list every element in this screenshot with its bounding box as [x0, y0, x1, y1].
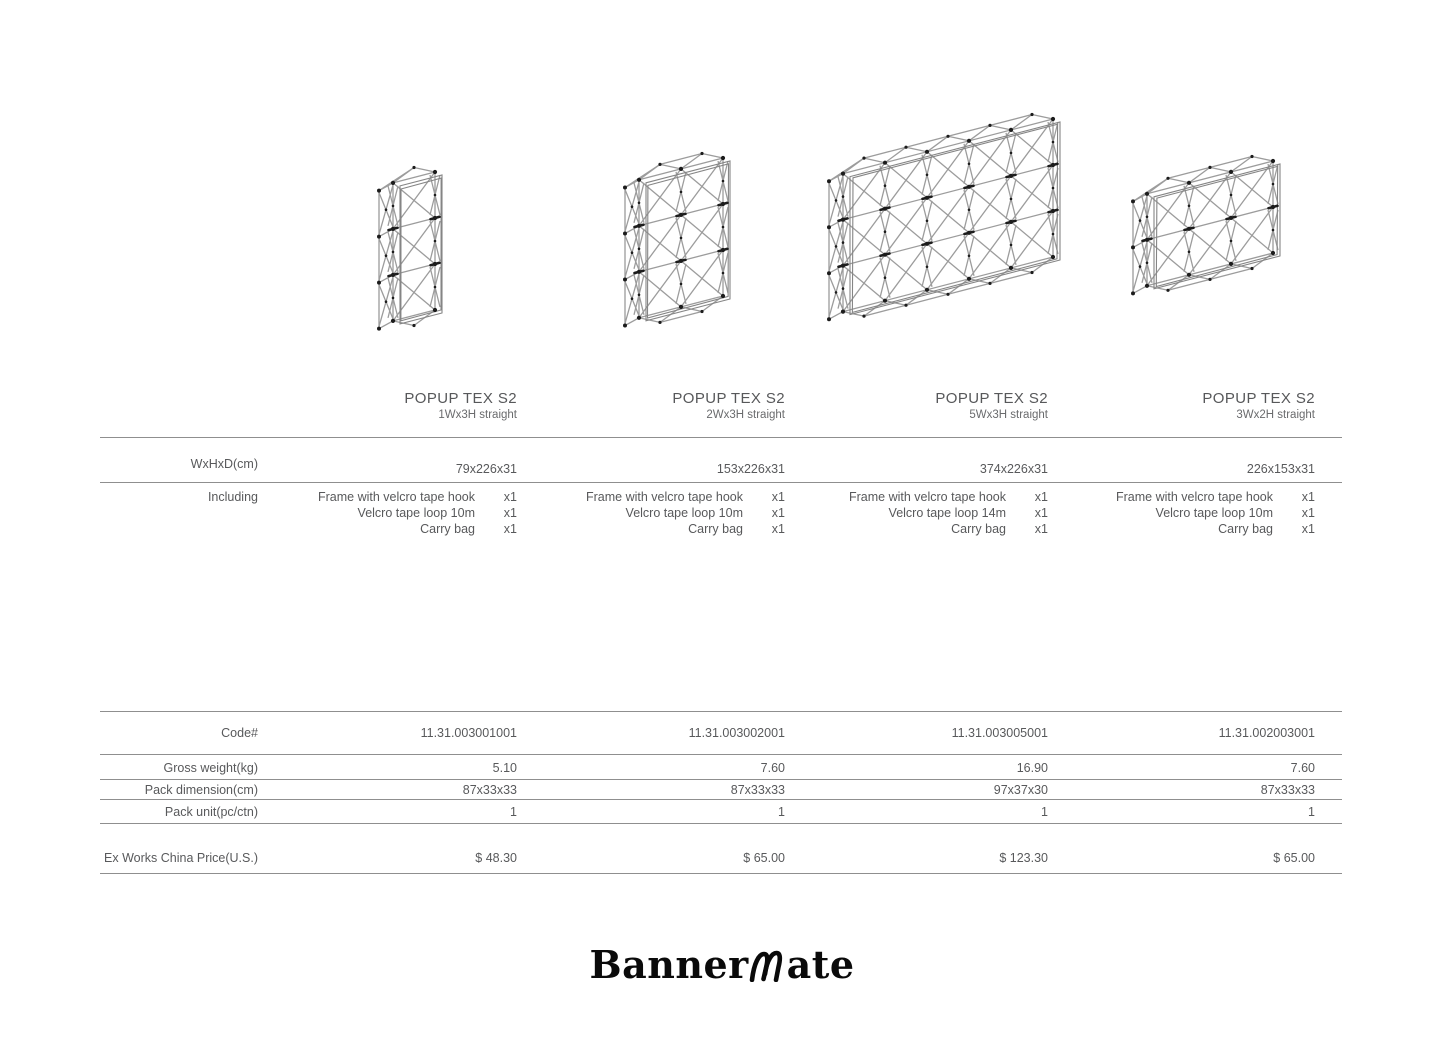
product-subtitle: 3Wx2H straight: [1236, 409, 1315, 421]
item-qty: x1: [503, 522, 517, 536]
divider-rule: [100, 754, 1342, 755]
item-name: Velcro tape loop 10m: [625, 506, 743, 520]
dimensions-value: 153x226x31: [716, 462, 785, 476]
product-title-block: [1035, 391, 1315, 422]
item-name: Carry bag: [951, 522, 1006, 536]
pack-unit-value: 1: [778, 805, 785, 819]
row-label-pack-unit: Pack unit(pc/ctn): [164, 805, 258, 819]
item-qty: x1: [1034, 506, 1048, 520]
including-item-row: [505, 505, 785, 521]
item-qty: x1: [771, 490, 785, 504]
row-label-pack-dimension: Pack dimension(cm): [144, 783, 258, 797]
item-name: Frame with velcro tape hook: [317, 490, 475, 504]
product-title-block: [768, 391, 1048, 422]
item-qty: x1: [1301, 490, 1315, 504]
dimensions-value: 374x226x31: [979, 462, 1048, 476]
divider-rule: [100, 482, 1342, 483]
including-item-row: [768, 505, 1048, 521]
pack-unit-value: 1: [1308, 805, 1315, 819]
pack-dimension-value: 87x33x33: [462, 783, 517, 797]
frame-drawing-2wx3h: [620, 146, 735, 349]
divider-rule: [100, 779, 1342, 780]
dimensions-value: 226x153x31: [1246, 462, 1315, 476]
row-label-dimensions: WxHxD(cm): [190, 457, 258, 471]
including-item-row: [768, 521, 1048, 537]
pack-unit-value: 1: [510, 805, 517, 819]
including-item-row: [1035, 521, 1315, 537]
divider-rule: [100, 799, 1342, 800]
item-name: Velcro tape loop 10m: [1155, 506, 1273, 520]
row-label-price: Ex Works China Price(U.S.): [104, 851, 258, 865]
pack-dimension-value: 87x33x33: [1260, 783, 1315, 797]
frame-drawing-5wx3h: [824, 107, 1065, 343]
divider-rule: [100, 873, 1342, 874]
frame-drawing-1wx3h: [374, 160, 447, 353]
product-subtitle: 1Wx3H straight: [438, 409, 517, 421]
pack-dimension-value: 87x33x33: [730, 783, 785, 797]
price-value: $ 123.30: [999, 851, 1048, 865]
product-subtitle: 5Wx3H straight: [969, 409, 1048, 421]
including-item-row: [1035, 505, 1315, 521]
including-item-row: [237, 505, 517, 521]
item-qty: x1: [503, 490, 517, 504]
item-qty: x1: [771, 522, 785, 536]
code-value: 11.31.003002001: [688, 726, 785, 740]
gross-weight-value: 5.10: [492, 761, 517, 775]
divider-rule: [100, 437, 1342, 438]
code-value: 11.31.003001001: [420, 726, 517, 740]
including-item-row: [237, 521, 517, 537]
item-qty: x1: [1034, 490, 1048, 504]
product-title: POPUP TEX S2: [935, 390, 1048, 407]
including-item-row: [237, 489, 517, 505]
brand-logo: [522, 942, 922, 988]
price-value: $ 65.00: [743, 851, 785, 865]
logo-text-suffix: ate: [786, 942, 855, 987]
item-name: Frame with velcro tape hook: [585, 490, 743, 504]
product-subtitle: 2Wx3H straight: [706, 409, 785, 421]
divider-rule: [100, 711, 1342, 712]
including-item-row: [505, 521, 785, 537]
item-qty: x1: [1301, 506, 1315, 520]
including-list: [505, 489, 785, 537]
item-name: Velcro tape loop 14m: [888, 506, 1006, 520]
item-name: Carry bag: [420, 522, 475, 536]
row-label-code: Code#: [221, 726, 258, 740]
product-title: POPUP TEX S2: [672, 390, 785, 407]
item-name: Velcro tape loop 10m: [357, 506, 475, 520]
item-qty: x1: [503, 506, 517, 520]
price-value: $ 65.00: [1273, 851, 1315, 865]
product-title: POPUP TEX S2: [1202, 390, 1315, 407]
item-name: Carry bag: [688, 522, 743, 536]
including-item-row: [1035, 489, 1315, 505]
product-title-block: [505, 391, 785, 422]
product-title-block: [237, 391, 517, 422]
item-name: Frame with velcro tape hook: [1115, 490, 1273, 504]
item-qty: x1: [771, 506, 785, 520]
item-name: Frame with velcro tape hook: [848, 490, 1006, 504]
including-list: [1035, 489, 1315, 537]
dimensions-value: 79x226x31: [455, 462, 517, 476]
including-item-row: [768, 489, 1048, 505]
including-item-row: [505, 489, 785, 505]
item-qty: x1: [1301, 522, 1315, 536]
product-title: POPUP TEX S2: [404, 390, 517, 407]
row-label-including: Including: [207, 490, 258, 504]
price-value: $ 48.30: [475, 851, 517, 865]
code-value: 11.31.002003001: [1218, 726, 1315, 740]
code-value: 11.31.003005001: [951, 726, 1048, 740]
including-list: [237, 489, 517, 537]
pack-unit-value: 1: [1041, 805, 1048, 819]
gross-weight-value: 7.60: [760, 761, 785, 775]
gross-weight-value: 16.90: [1016, 761, 1048, 775]
item-name: Carry bag: [1218, 522, 1273, 536]
frame-drawing-3wx2h: [1128, 149, 1285, 317]
row-label-gross-weight: Gross weight(kg): [163, 761, 258, 775]
gross-weight-value: 7.60: [1290, 761, 1315, 775]
divider-rule: [100, 823, 1342, 824]
including-list: [768, 489, 1048, 537]
pack-dimension-value: 97x37x30: [993, 783, 1048, 797]
item-qty: x1: [1034, 522, 1048, 536]
logo-m-icon: [748, 950, 788, 982]
logo-text-prefix: Banner: [589, 942, 749, 987]
